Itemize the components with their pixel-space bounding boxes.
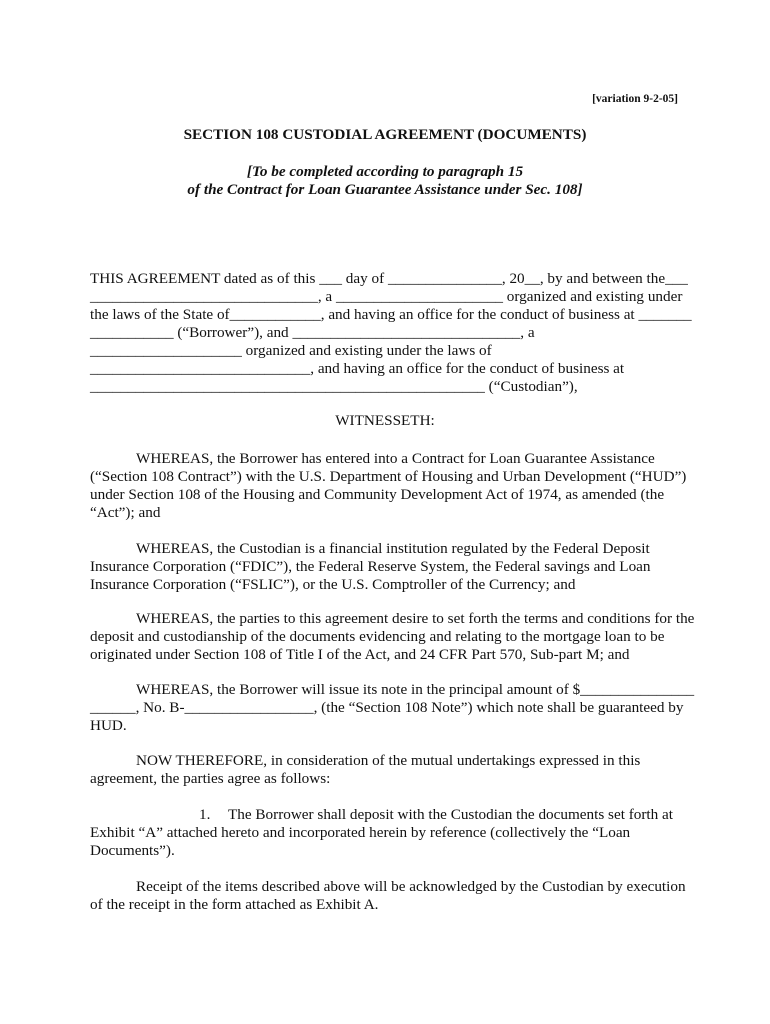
whereas-3-line: deposit and custodianship of the documents evidencing and relating to the mortgage loan to be [90,628,665,645]
whereas-3-line: WHEREAS, the parties to this agreement desire to set forth the terms and conditions for the [136,610,695,627]
whereas-2-line: Insurance Corporation (“FSLIC”), or the U.S. Comptroller of the Currency; and [90,576,576,593]
item-number: 1. [199,806,211,823]
now-therefore-line: NOW THEREFORE, in consideration of the mutual undertakings expressed in this [136,752,641,769]
intro-line: THIS AGREEMENT dated as of this ___ day of _______________, 20__, by and between the___ [90,270,688,287]
subtitle-line: of the Contract for Loan Guarantee Assistance under Sec. 108] [187,181,583,198]
item-1-line: The Borrower shall deposit with the Custodian the documents set forth at [228,806,673,823]
receipt-line: of the receipt in the form attached as Exhibit A. [90,896,379,913]
whereas-1-line: (“Section 108 Contract”) with the U.S. Department of Housing and Urban Development (“HUD”) [90,468,687,485]
now-therefore-line: agreement, the parties agree as follows: [90,770,331,787]
document-title: SECTION 108 CUSTODIAL AGREEMENT (DOCUMENTS) [183,126,587,143]
whereas-1-line: WHEREAS, the Borrower has entered into a Contract for Loan Guarantee Assistance [136,450,655,467]
whereas-3-line: originated under Section 108 of Title I of the Act, and 24 CFR Part 570, Sub-part M; and [90,646,630,663]
whereas-4-line: HUD. [90,717,127,734]
intro-line: _____________________________, and having an office for the conduct of business at [90,360,625,377]
subtitle-line: [To be completed according to paragraph 15 [246,163,524,180]
whereas-4-line: WHEREAS, the Borrower will issue its note in the principal amount of $_______________ [136,681,695,698]
variation-note: [variation 9-2-05] [592,93,678,105]
intro-line: ______________________________, a ______________________ organized and existing under [90,288,683,305]
whereas-4-line: ______, No. B-_________________, (the “Section 108 Note”) which note shall be guaranteed by [90,699,684,716]
item-1-line: Exhibit “A” attached hereto and incorporated herein by reference (collectively the “Loan [90,824,631,841]
witnesseth-heading: WITNESSETH: [335,412,435,429]
intro-line: the laws of the State of____________, and having an office for the conduct of business at _______ [90,306,692,323]
whereas-1-line: under Section 108 of the Housing and Community Development Act of 1974, as amended (the [90,486,665,503]
intro-line: ___________ (“Borrower”), and ______________________________, a [90,324,535,341]
intro-line: ____________________________________________________ (“Custodian”), [90,378,578,395]
whereas-1-line: “Act”); and [90,504,161,521]
document-subtitle [0,163,770,199]
receipt-line: Receipt of the items described above will be acknowledged by the Custodian by execution [136,878,686,895]
intro-line: ____________________ organized and existing under the laws of [90,342,492,359]
item-1-line: Documents”). [90,842,175,859]
whereas-2-line: WHEREAS, the Custodian is a financial institution regulated by the Federal Deposit [136,540,650,557]
whereas-2-line: Insurance Corporation (“FDIC”), the Federal Reserve System, the Federal savings and Loan [90,558,651,575]
